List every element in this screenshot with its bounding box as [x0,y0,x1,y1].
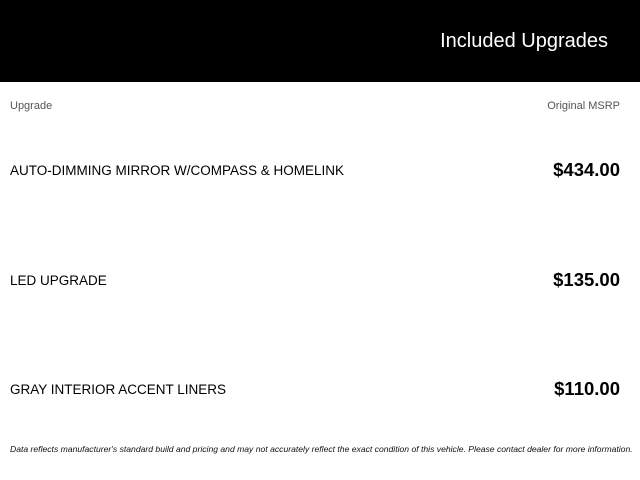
table-row [0,266,640,296]
table-row [0,375,640,405]
column-header-upgrade: Upgrade [10,100,53,112]
upgrade-price: $135.00 [553,269,620,290]
upgrade-price: $110.00 [554,378,620,399]
upgrade-price: $434.00 [553,159,620,180]
header-bar [0,0,640,82]
upgrade-name: GRAY INTERIOR ACCENT LINERS [10,382,227,397]
upgrade-name: LED UPGRADE [10,273,107,288]
column-header-msrp: Original MSRP [547,100,620,112]
table-row [0,156,640,186]
disclaimer-text: Data reflects manufacturer's standard build and pricing and may not accurately reflect the exact condition of this vehicle. Please contact dealer for more information. [10,444,633,454]
upgrade-name: AUTO-DIMMING MIRROR W/COMPASS & HOMELINK [10,163,345,178]
page-title: Included Upgrades [440,30,608,52]
